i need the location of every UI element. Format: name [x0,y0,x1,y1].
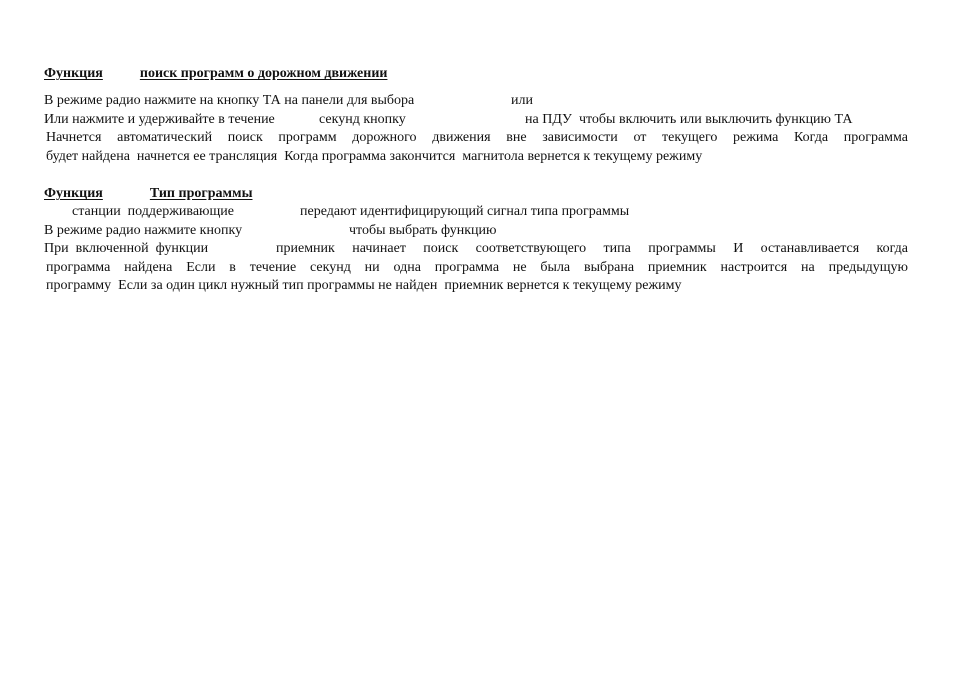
section1-line2-b: секунд кнопку [319,112,406,127]
section2-line4: программа найдена Если в течение секунд ни одна программа не была выбрана приемник настроится на предыдущую [46,260,908,275]
section1-line1-b: или [511,93,533,108]
section2-line3-a: При включенной функции [44,241,209,256]
section1-line2-a: Или нажмите и удерживайте в течение [44,112,275,127]
section2-heading [44,185,257,203]
section2-heading-prefix: Функция [44,186,103,201]
section1-line3: Начнется автоматический поиск программ дорожного движения вне зависимости от текущего режима Когда программа [46,130,908,145]
section1-heading-title: поиск программ о дорожном движении [139,66,388,81]
section1-heading [44,65,392,83]
section2-line2-a: В режиме радио нажмите кнопку [44,223,243,238]
section1-line1-a: В режиме радио нажмите на кнопку ТА на панели для выбора [44,93,415,108]
section1-line2-c: на ПДУ чтобы включить или выключить функцию ТА [525,112,853,127]
section2-line5: программу Если за один цикл нужный тип программы не найден приемник вернется к текущему режиму [46,278,682,293]
section2-heading-title: Тип программы [149,186,253,201]
section1-heading-prefix: Функция [44,66,103,81]
section2-line2-b: чтобы выбрать функцию [349,223,497,238]
section1-line4: будет найдена начнется ее трансляция Когда программа закончится магнитола вернется к текущему режиму [46,149,703,164]
section2-line1-a: станции поддерживающие [72,204,234,219]
section2-line3-b: приемник начинает поиск соответствующего типа программы И останавливается когда [276,241,908,256]
section2-line1-b: передают идентифицирующий сигнал типа программы [300,204,630,219]
